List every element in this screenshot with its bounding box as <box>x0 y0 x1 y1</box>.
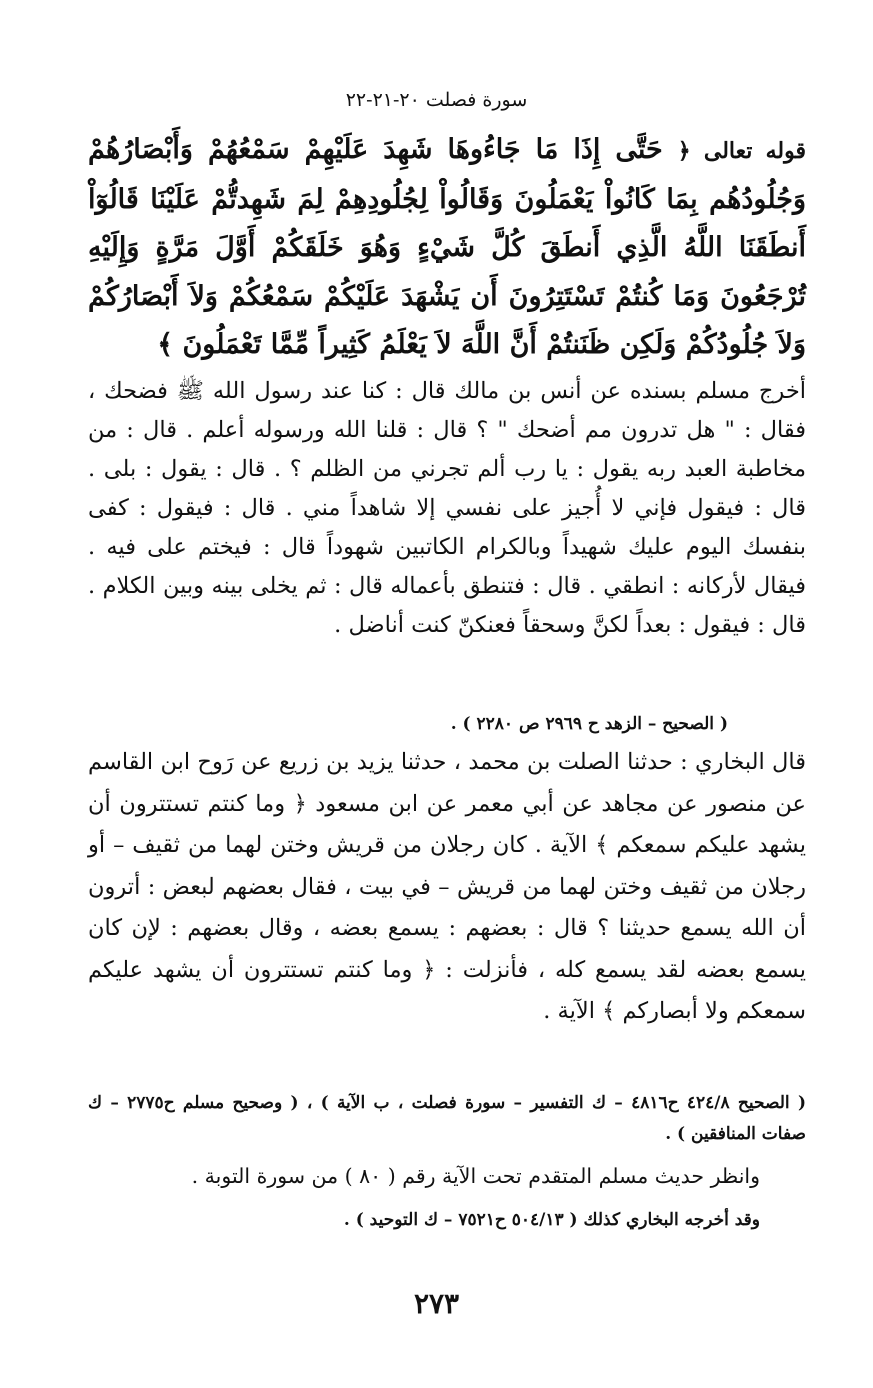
citation-muslim: ( الصحيح – الزهد ح ٢٩٦٩ ص ٢٢٨٠ ) . <box>450 714 728 734</box>
hadith-muslim-paragraph: أخرج مسلم بسنده عن أنس بن مالك قال : كنا عند رسول الله ﷺ فضحك ، فقال : " هل تدرون مم أضحك " ؟ قال : قلنا الله ورسوله أعلم . قال : من مخاطبة العبد ربه يقول : يا رب ألم تجرني من الظلم ؟ . قال : يقول : بلى . قال : فيقول فإني لا أُجيز على نفسي إلا شاهداً مني . قال : فيقول : كفى بنفسك اليوم عليك شهيداً وبالكرام الكاتبين شهوداً قال : فيختم على فيه . فيقال لأركانه : انطقي . قال : فتنطق بأعماله قال : ثم يخلى بينه وبين الكلام . قال : فيقول : بعداً لكنَّ وسحقاً فعنكنّ كنت أناضل . <box>88 378 806 638</box>
quran-verse-passage <box>88 126 806 370</box>
verse-text: حَتَّى إِذَا مَا جَاءُوهَا شَهِدَ عَلَيْهِمْ سَمْعُهُمْ وَأَبْصَارُهُمْ وَجُلُودُهُم بِمَا كَانُواْ يَعْمَلُونَ وَقَالُواْ لِجُلُودِهِمْ لِمَ شَهِدتُّمْ عَلَيْنَا قَالُوٓاْ أَنطَقَنَا اللَّهُ الَّذِي أَنطَقَ كُلَّ شَيْءٍ وَهُوَ خَلَقَكُمْ أَوَّلَ مَرَّةٍ وَإِلَيْهِ تُرْجَعُونَ وَمَا كُنتُمْ تَسْتَتِرُونَ أَن يَشْهَدَ عَلَيْكُمْ سَمْعُكُمْ وَلاَ أَبْصَارُكُمْ وَلاَ جُلُودُكُمْ وَلَكِن ظَنَنتُمْ أَنَّ اللَّهَ لاَ يَعْلَمُ كَثِيراً مِّمَّا تَعْمَلُونَ ﴾ <box>88 134 806 360</box>
running-header: سورة فصلت ٢٠-٢١-٢٢ <box>345 89 528 111</box>
hadith-bukhari-paragraph: قال البخاري : حدثنا الصلت بن محمد ، حدثنا يزيد بن زريع عن رَوح ابن القاسم عن منصور عن مجاهد عن أبي معمر عن ابن مسعود ﴿ وما كنتم تستترون أن يشهد عليكم سمعكم ﴾ الآية . كان رجلان من قريش وختن لهما من ثقيف – أو رجلان من ثقيف وختن لهما من قريش – في بيت ، فقال بعضهم لبعض : أترون أن الله يسمع حديثنا ؟ قال : بعضهم : يسمع بعضه ، وقال بعضهم : لإن كان يسمع بعضه لقد يسمع كله ، فأنزلت : ﴿ وما كنتم تستترون أن يشهد عليكم سمعكم ولا أبصاركم ﴾ الآية . <box>88 749 806 1024</box>
page-number: ٢٧٣ <box>413 1287 460 1320</box>
citation-bukhari: ( الصحيح ٤٢٤/٨ ح٤٨١٦ – ك التفسير – سورة فصلت ، ب الآية ) ، ( وصحيح مسلم ح٢٧٧٥ – ك صفات المنافقين ) . <box>88 1093 806 1144</box>
citation-tawhid: وقد أخرجه البخاري كذلك ( ٥٠٤/١٣ ح٧٥٢١ – ك التوحيد ) . <box>343 1210 760 1230</box>
verse-intro: قوله تعالى ﴿ <box>677 138 806 164</box>
cross-reference-note: وانظر حديث مسلم المتقدم تحت الآية رقم ( ٨٠ ) من سورة التوبة . <box>191 1164 760 1188</box>
